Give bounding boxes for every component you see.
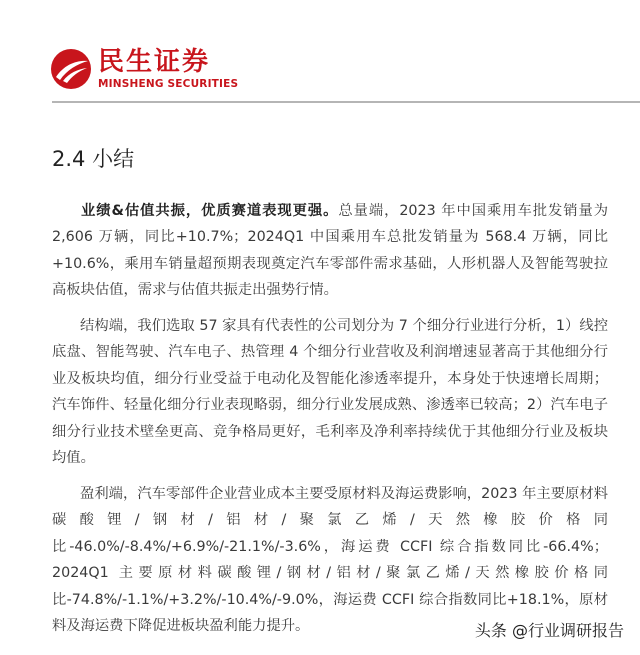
section-title: 2.4 小结 — [52, 147, 135, 171]
brand-name-en: MINSHENG SECURITIES — [98, 78, 239, 90]
brand-name-cn: 民生证券 — [98, 47, 211, 77]
paragraph-body: 盈利端，汽车零部件企业营业成本主要受原材料及海运费影响，2023 年主要原材料碳酸锂/钢材/铝材/聚氯乙烯/天然橡胶价格同比-46.0%/-8.4%/+6.9%/-21.1%/-3.6%，海运费 CCFI 综合指数同比-66.4%；2024Q1 主要原材料碳酸锂/钢材/铝材/聚氯乙烯/天然橡胶价格同比-74.8%/-1.1%/+3.2%/-10.4%/-9.0%，海运费 CCFI 综合指数同比+18.1%，原材料及海运费下降促进板块盈利能力提升。 — [52, 486, 608, 635]
paragraph-body: 总量端，2023 年中国乘用车批发销量为 2,606 万辆，同比+10.7%；2024Q1 中国乘用车总批发销量为 568.4 万辆，同比+10.6%，乘用车销量超预期表现奠定汽车零部件需求基础，人形机器人及智能驾驶拉高板块估值，需求与估值共振走出强势行情。 — [52, 203, 608, 299]
paragraph-lead: 业绩&估值共振，优质赛道表现更强。 — [80, 203, 339, 219]
header-divider — [52, 101, 640, 103]
minsheng-logo-icon — [50, 48, 92, 90]
paragraph-body: 结构端，我们选取 57 家具有代表性的公司划分为 7 个细分行业进行分析，1）线控底盘、智能驾驶、汽车电子、热管理 4 个细分行业营收及利润增速显著高于其他细分行业及板块均值，细分行业受益于电动化及智能化渗透率提升，本身处于快速增长周期；汽车饰件、轻量化细分行业表现略弱，细分行业发展成熟、渗透率已较高；2）汽车电子细分行业技术壁垒更高、竞争格局更好，毛利率及净利率持续优于其他细分行业及板块均值。 — [52, 318, 608, 467]
paragraph-structure — [52, 313, 608, 471]
report-header — [0, 0, 640, 102]
paragraph-performance — [52, 198, 608, 304]
watermark-text: 头条 @行业调研报告 — [474, 621, 624, 640]
paragraph-profit — [52, 481, 608, 639]
